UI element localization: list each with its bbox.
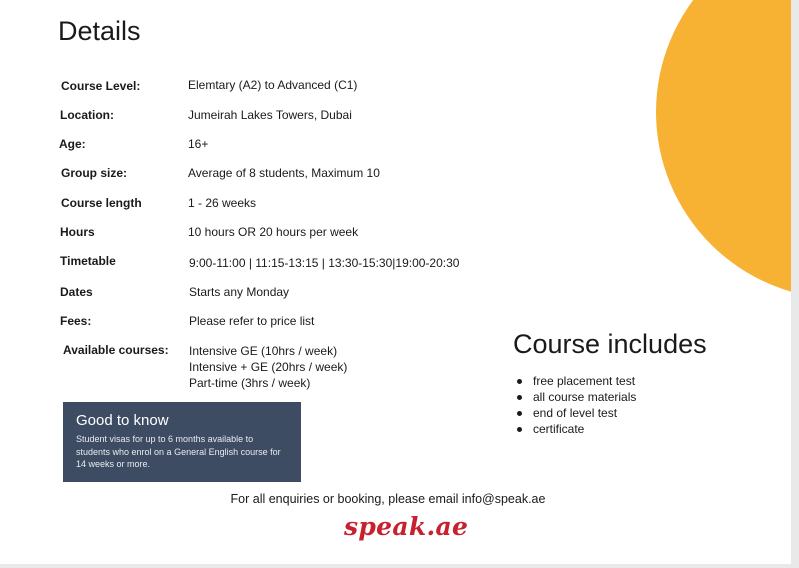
bullet-icon <box>517 411 522 416</box>
bullet-icon <box>517 395 522 400</box>
location-label: Location: <box>60 108 114 122</box>
dates-value: Starts any Monday <box>189 285 290 299</box>
dates-label: Dates <box>60 285 93 299</box>
hours-value: 10 hours OR 20 hours per week <box>188 225 359 239</box>
age-value: 16+ <box>188 137 209 151</box>
good-to-know-box <box>63 402 301 482</box>
enquiries-text: For all enquiries or booking, please email info@speak.ae <box>230 492 546 506</box>
course-level-label: Course Level: <box>61 79 141 93</box>
course-includes-list <box>515 373 636 437</box>
course-length-label: Course length <box>61 196 142 210</box>
viewer-edge-right <box>791 0 799 568</box>
timetable-value: 9:00-11:00 | 11:15-13:15 | 13:30-15:30|19:00-20:30 <box>189 256 460 270</box>
list-item: free placement test <box>515 373 636 389</box>
group-size-value: Average of 8 students, Maximum 10 <box>188 166 380 180</box>
bullet-icon <box>517 427 522 432</box>
list-item: certificate <box>515 421 636 437</box>
available-courses-label: Available courses: <box>63 343 169 357</box>
location-value: Jumeirah Lakes Towers, Dubai <box>188 108 352 122</box>
hours-label: Hours <box>60 225 95 239</box>
fees-value: Please refer to price list <box>189 314 315 328</box>
course-level-value: Elemtary (A2) to Advanced (C1) <box>188 78 358 92</box>
course-includes-heading: Course includes <box>513 329 707 359</box>
good-to-know-text: Student visas for up to 6 months available to students who enrol on a General English course for 14 weeks or more. <box>76 434 281 469</box>
course-length-value: 1 - 26 weeks <box>188 196 257 210</box>
list-item: end of level test <box>515 405 636 421</box>
speak-logo: speak.ae <box>344 512 469 541</box>
course-option: Part-time (3hrs / week) <box>189 376 311 390</box>
viewer-edge-bottom <box>0 564 799 568</box>
bullet-icon <box>517 379 522 384</box>
fees-label: Fees: <box>60 314 92 328</box>
list-item: all course materials <box>515 389 636 405</box>
decorative-circle <box>656 0 791 299</box>
available-courses-value <box>189 343 347 391</box>
group-size-label: Group size: <box>61 166 128 180</box>
course-option: Intensive GE (10hrs / week) <box>189 344 338 358</box>
age-label: Age: <box>59 137 86 151</box>
course-option: Intensive + GE (20hrs / week) <box>189 360 348 374</box>
timetable-label: Timetable <box>60 254 116 268</box>
details-heading: Details <box>58 16 141 46</box>
good-to-know-title: Good to know <box>76 412 169 429</box>
